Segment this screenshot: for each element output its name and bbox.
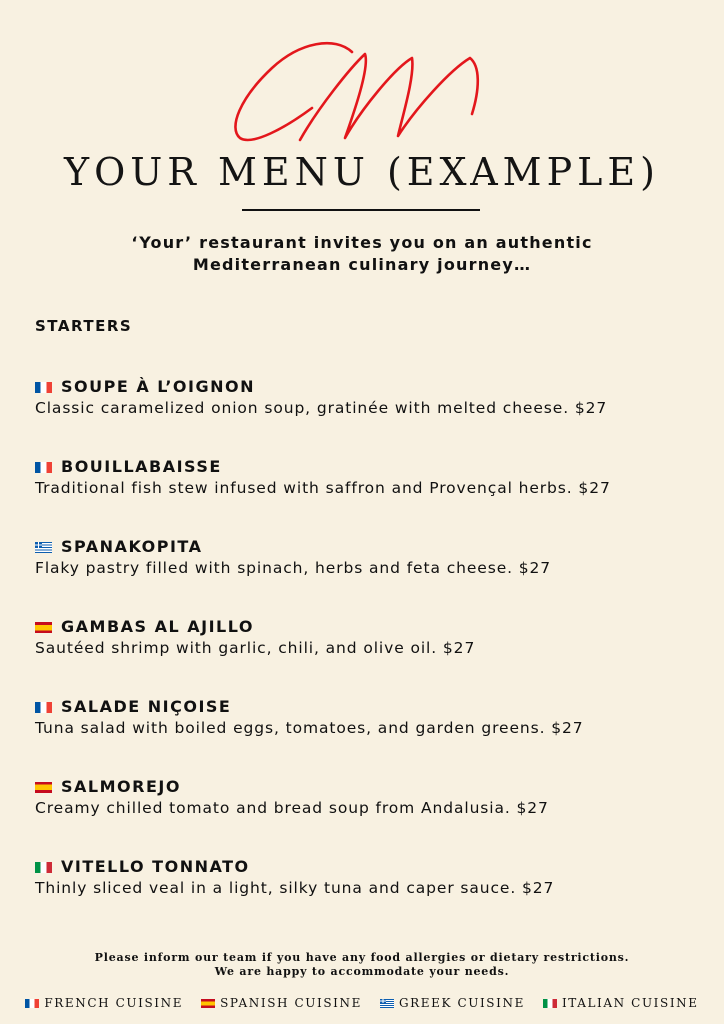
legend-item-greek <box>380 996 525 1010</box>
menu-item <box>35 617 715 658</box>
italy-flag-icon <box>543 999 557 1008</box>
spain-flag-icon <box>201 999 215 1008</box>
greece-flag-icon <box>35 542 52 553</box>
greece-flag-icon <box>380 999 394 1008</box>
menu-item-description: Creamy chilled tomato and bread soup from Andalusia. $27 <box>35 799 549 817</box>
tagline-line-1: ‘Your’ restaurant invites you on an authentic <box>131 233 593 252</box>
france-flag-icon <box>25 999 39 1008</box>
menu-item-name: SPANAKOPITA <box>61 537 203 556</box>
greece-flag-canton <box>35 542 42 548</box>
greece-flag-canton <box>380 999 386 1004</box>
spain-flag-icon <box>35 782 52 793</box>
cuisine-legend <box>0 996 724 1010</box>
title-divider <box>242 209 480 211</box>
menu-item-description: Traditional fish stew infused with saffron and Provençal herbs. $27 <box>35 479 611 497</box>
menu-item-description: Tuna salad with boiled eggs, tomatoes, and garden greens. $27 <box>35 719 584 737</box>
menu-item-name: SALMOREJO <box>61 777 181 796</box>
legend-label: SPANISH CUISINE <box>220 996 362 1010</box>
menu-item <box>35 537 715 578</box>
legend-item-spanish <box>201 996 362 1010</box>
menu-item-name: BOUILLABAISSE <box>61 457 222 476</box>
cm-monogram-logo <box>0 28 724 168</box>
menu-item-name: SALADE NIÇOISE <box>61 697 232 716</box>
legend-label: FRENCH CUISINE <box>44 996 184 1010</box>
italy-flag-icon <box>35 862 52 873</box>
menu-item-description: Flaky pastry filled with spinach, herbs and feta cheese. $27 <box>35 559 552 577</box>
france-flag-icon <box>35 702 52 713</box>
spain-flag-icon <box>35 622 52 633</box>
menu-item <box>35 377 715 418</box>
legend-label: ITALIAN CUISINE <box>561 996 699 1010</box>
allergy-note-line-2: We are happy to accommodate your needs. <box>214 965 510 978</box>
menu-item <box>35 697 715 738</box>
menu-item <box>35 457 715 498</box>
menu-item <box>35 777 715 818</box>
france-flag-icon <box>35 462 52 473</box>
menu-item-description: Classic caramelized onion soup, gratinée with melted cheese. $27 <box>35 399 608 417</box>
legend-item-french <box>25 996 183 1010</box>
page-title: YOUR MENU (EXAMPLE) <box>64 150 660 194</box>
menu-item-name: VITELLO TONNATO <box>61 857 250 876</box>
section-title-starters: STARTERS <box>35 317 133 335</box>
menu-item-description: Thinly sliced veal in a light, silky tuna and caper sauce. $27 <box>35 879 555 897</box>
france-flag-icon <box>35 382 52 393</box>
tagline-line-2: Mediterranean culinary journey… <box>192 255 532 274</box>
allergy-note <box>0 951 724 979</box>
menu-item <box>35 857 715 898</box>
allergy-note-line-1: Please inform our team if you have any food allergies or dietary restrictions. <box>94 951 630 964</box>
legend-label: GREEK CUISINE <box>398 996 525 1010</box>
legend-item-italian <box>543 996 699 1010</box>
menu-item-name: GAMBAS AL AJILLO <box>61 617 254 636</box>
tagline <box>0 232 724 276</box>
menu-item-description: Sautéed shrimp with garlic, chili, and olive oil. $27 <box>35 639 476 657</box>
menu-item-name: SOUPE À L’OIGNON <box>61 377 255 396</box>
